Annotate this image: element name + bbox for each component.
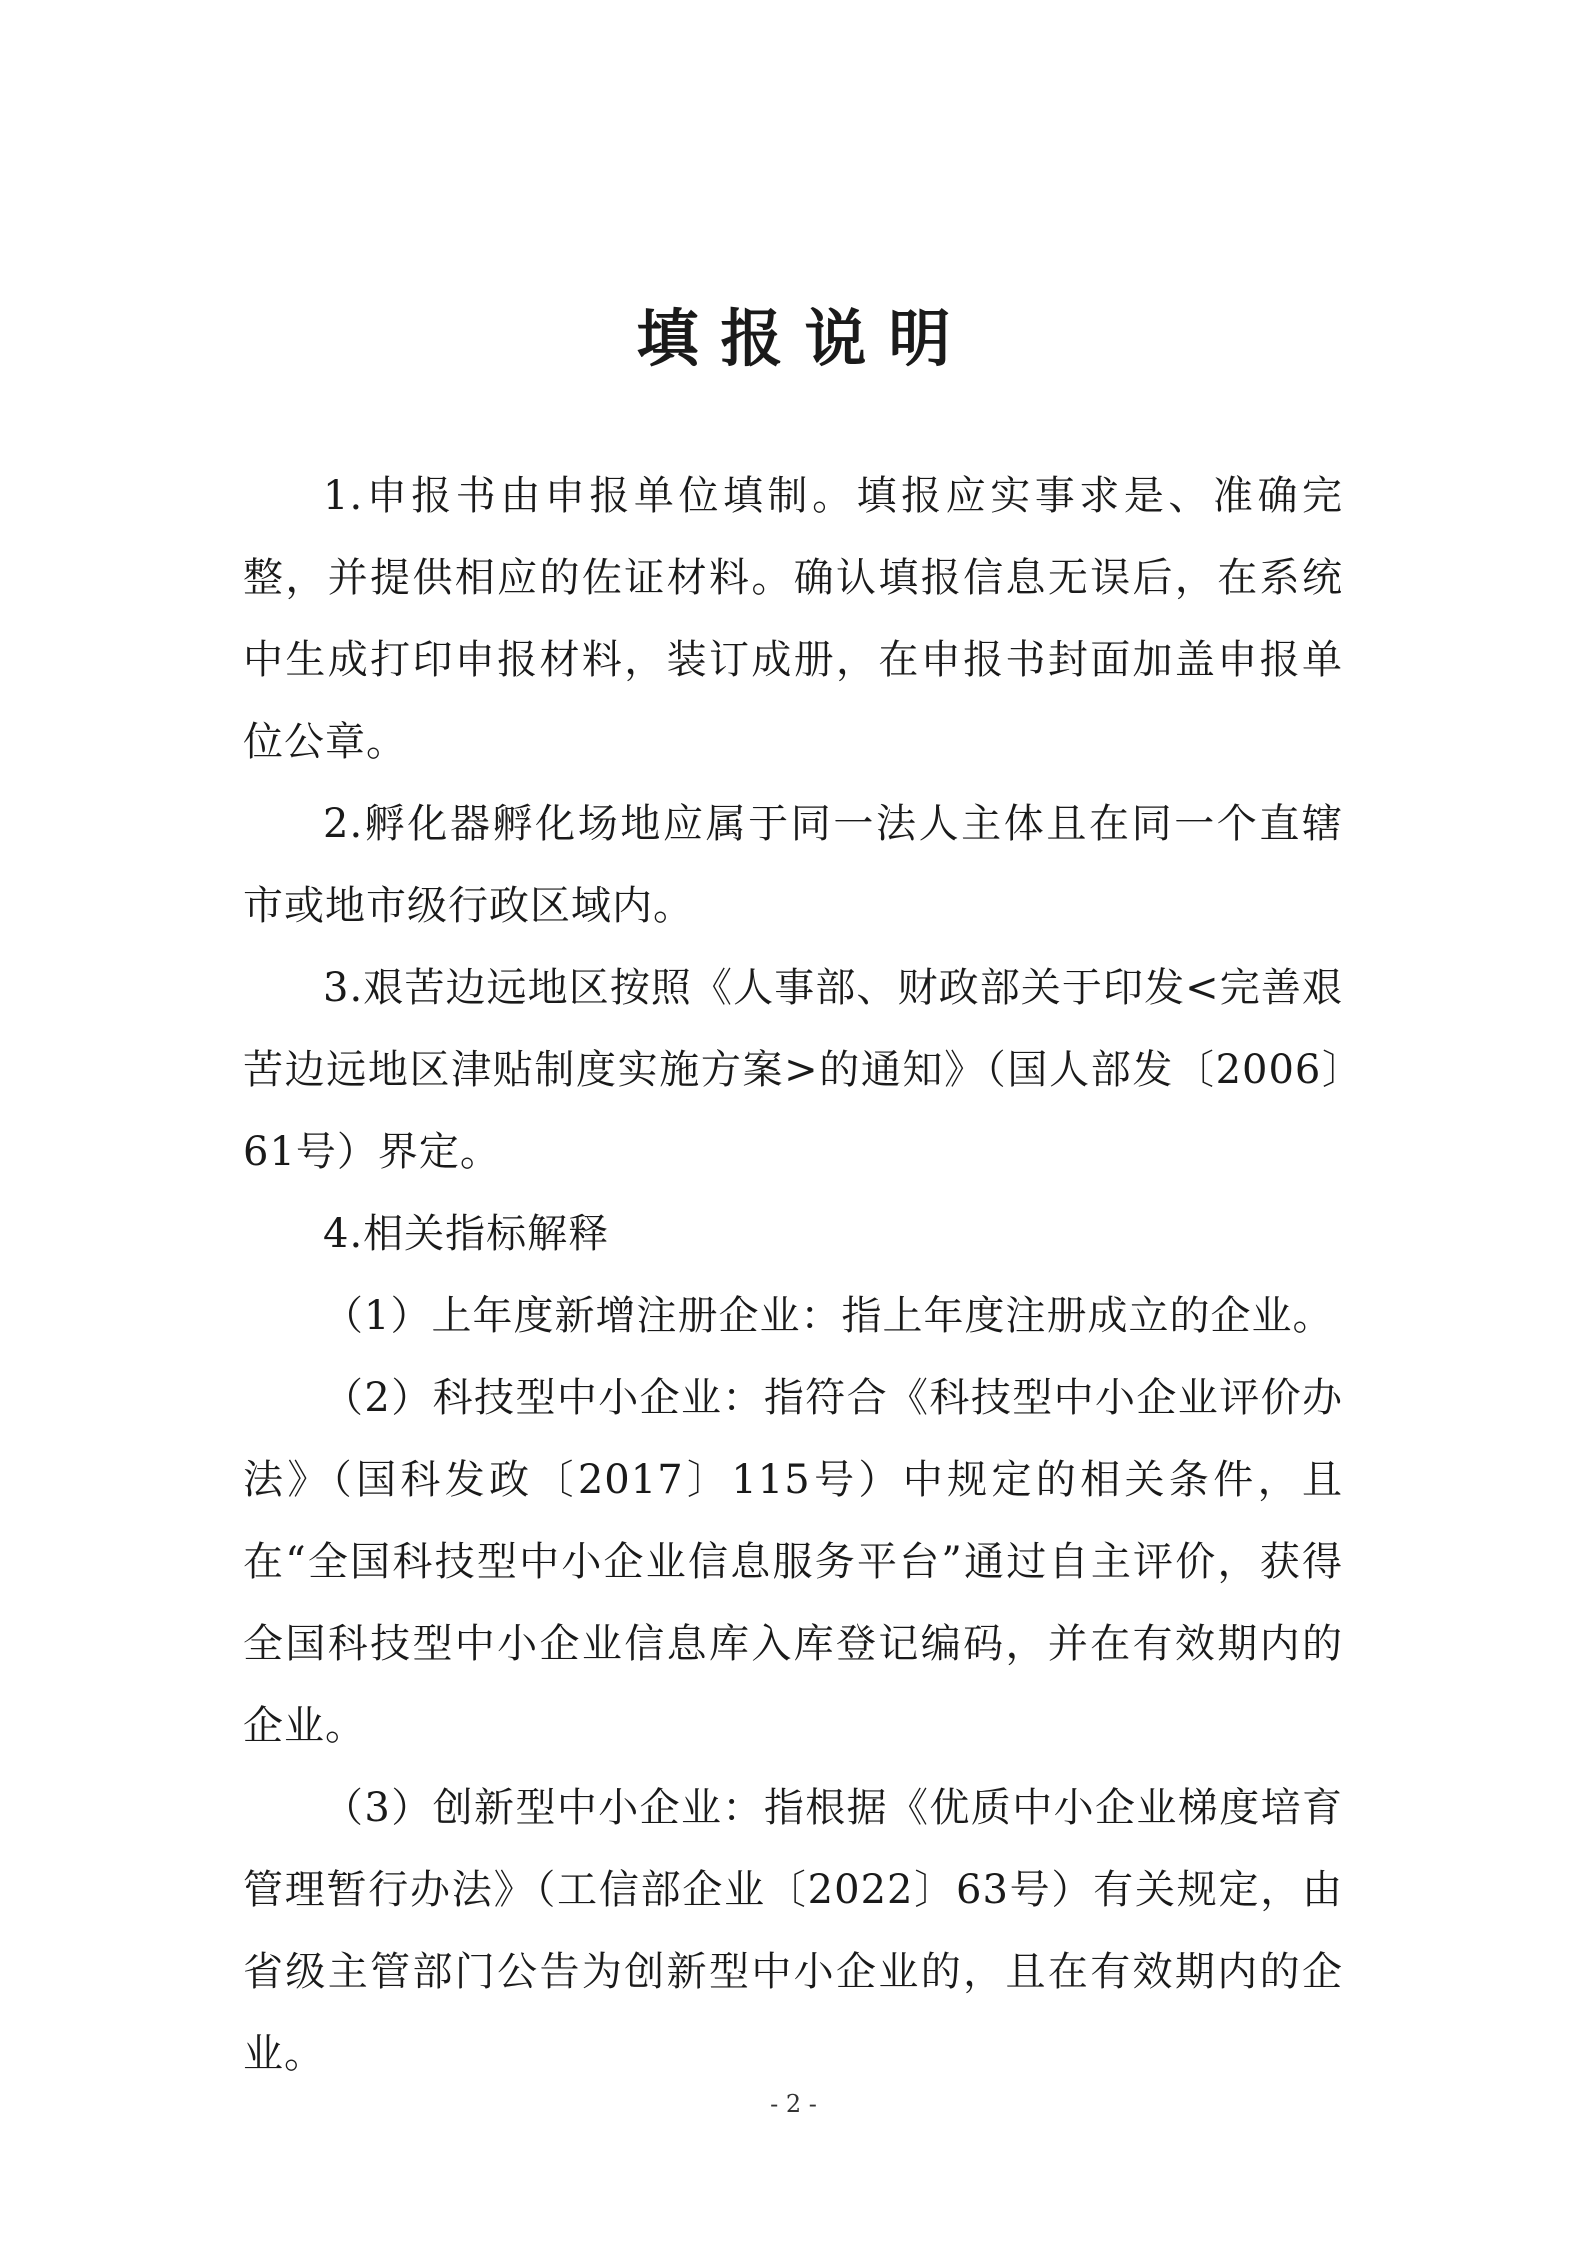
page-number: - 2 - — [770, 2090, 817, 2118]
paragraph-1: 1.申报书由申报单位填制。填报应实事求是、准确完整，并提供相应的佐证材料。确认填报信息无误后，在系统中生成打印申报材料，装订成册，在申报书封面加盖申报单位公章。 — [243, 473, 1343, 765]
paragraph-4-1: （1）上年度新增注册企业：指上年度注册成立的企业。 — [323, 1293, 1334, 1339]
paragraph-2: 2.孵化器孵化场地应属于同一法人主体且在同一个直辖市或地市级行政区域内。 — [243, 801, 1343, 929]
paragraph-3: 3.艰苦边远地区按照《人事部、财政部关于印发<完善艰苦边远地区津贴制度实施方案>的通知》（国人部发〔2006〕61号）界定。 — [243, 965, 1343, 1175]
paragraph-4-heading: 4.相关指标解释 — [323, 1211, 610, 1257]
paragraph-4-2: （2）科技型中小企业：指符合《科技型中小企业评价办法》（国科发政〔2017〕115号）中规定的相关条件，且在“全国科技型中小企业信息服务平台”通过自主评价，获得全国科技型中小企业信息库入库登记编码，并在有效期内的企业。 — [243, 1375, 1343, 1749]
page-title: 填报说明 — [636, 302, 973, 375]
paragraph-4-3: （3）创新型中小企业：指根据《优质中小企业梯度培育管理暂行办法》（工信部企业〔2022〕63号）有关规定，由省级主管部门公告为创新型中小企业的，且在有效期内的企业。 — [243, 1785, 1343, 2077]
document-body — [243, 455, 1343, 2095]
